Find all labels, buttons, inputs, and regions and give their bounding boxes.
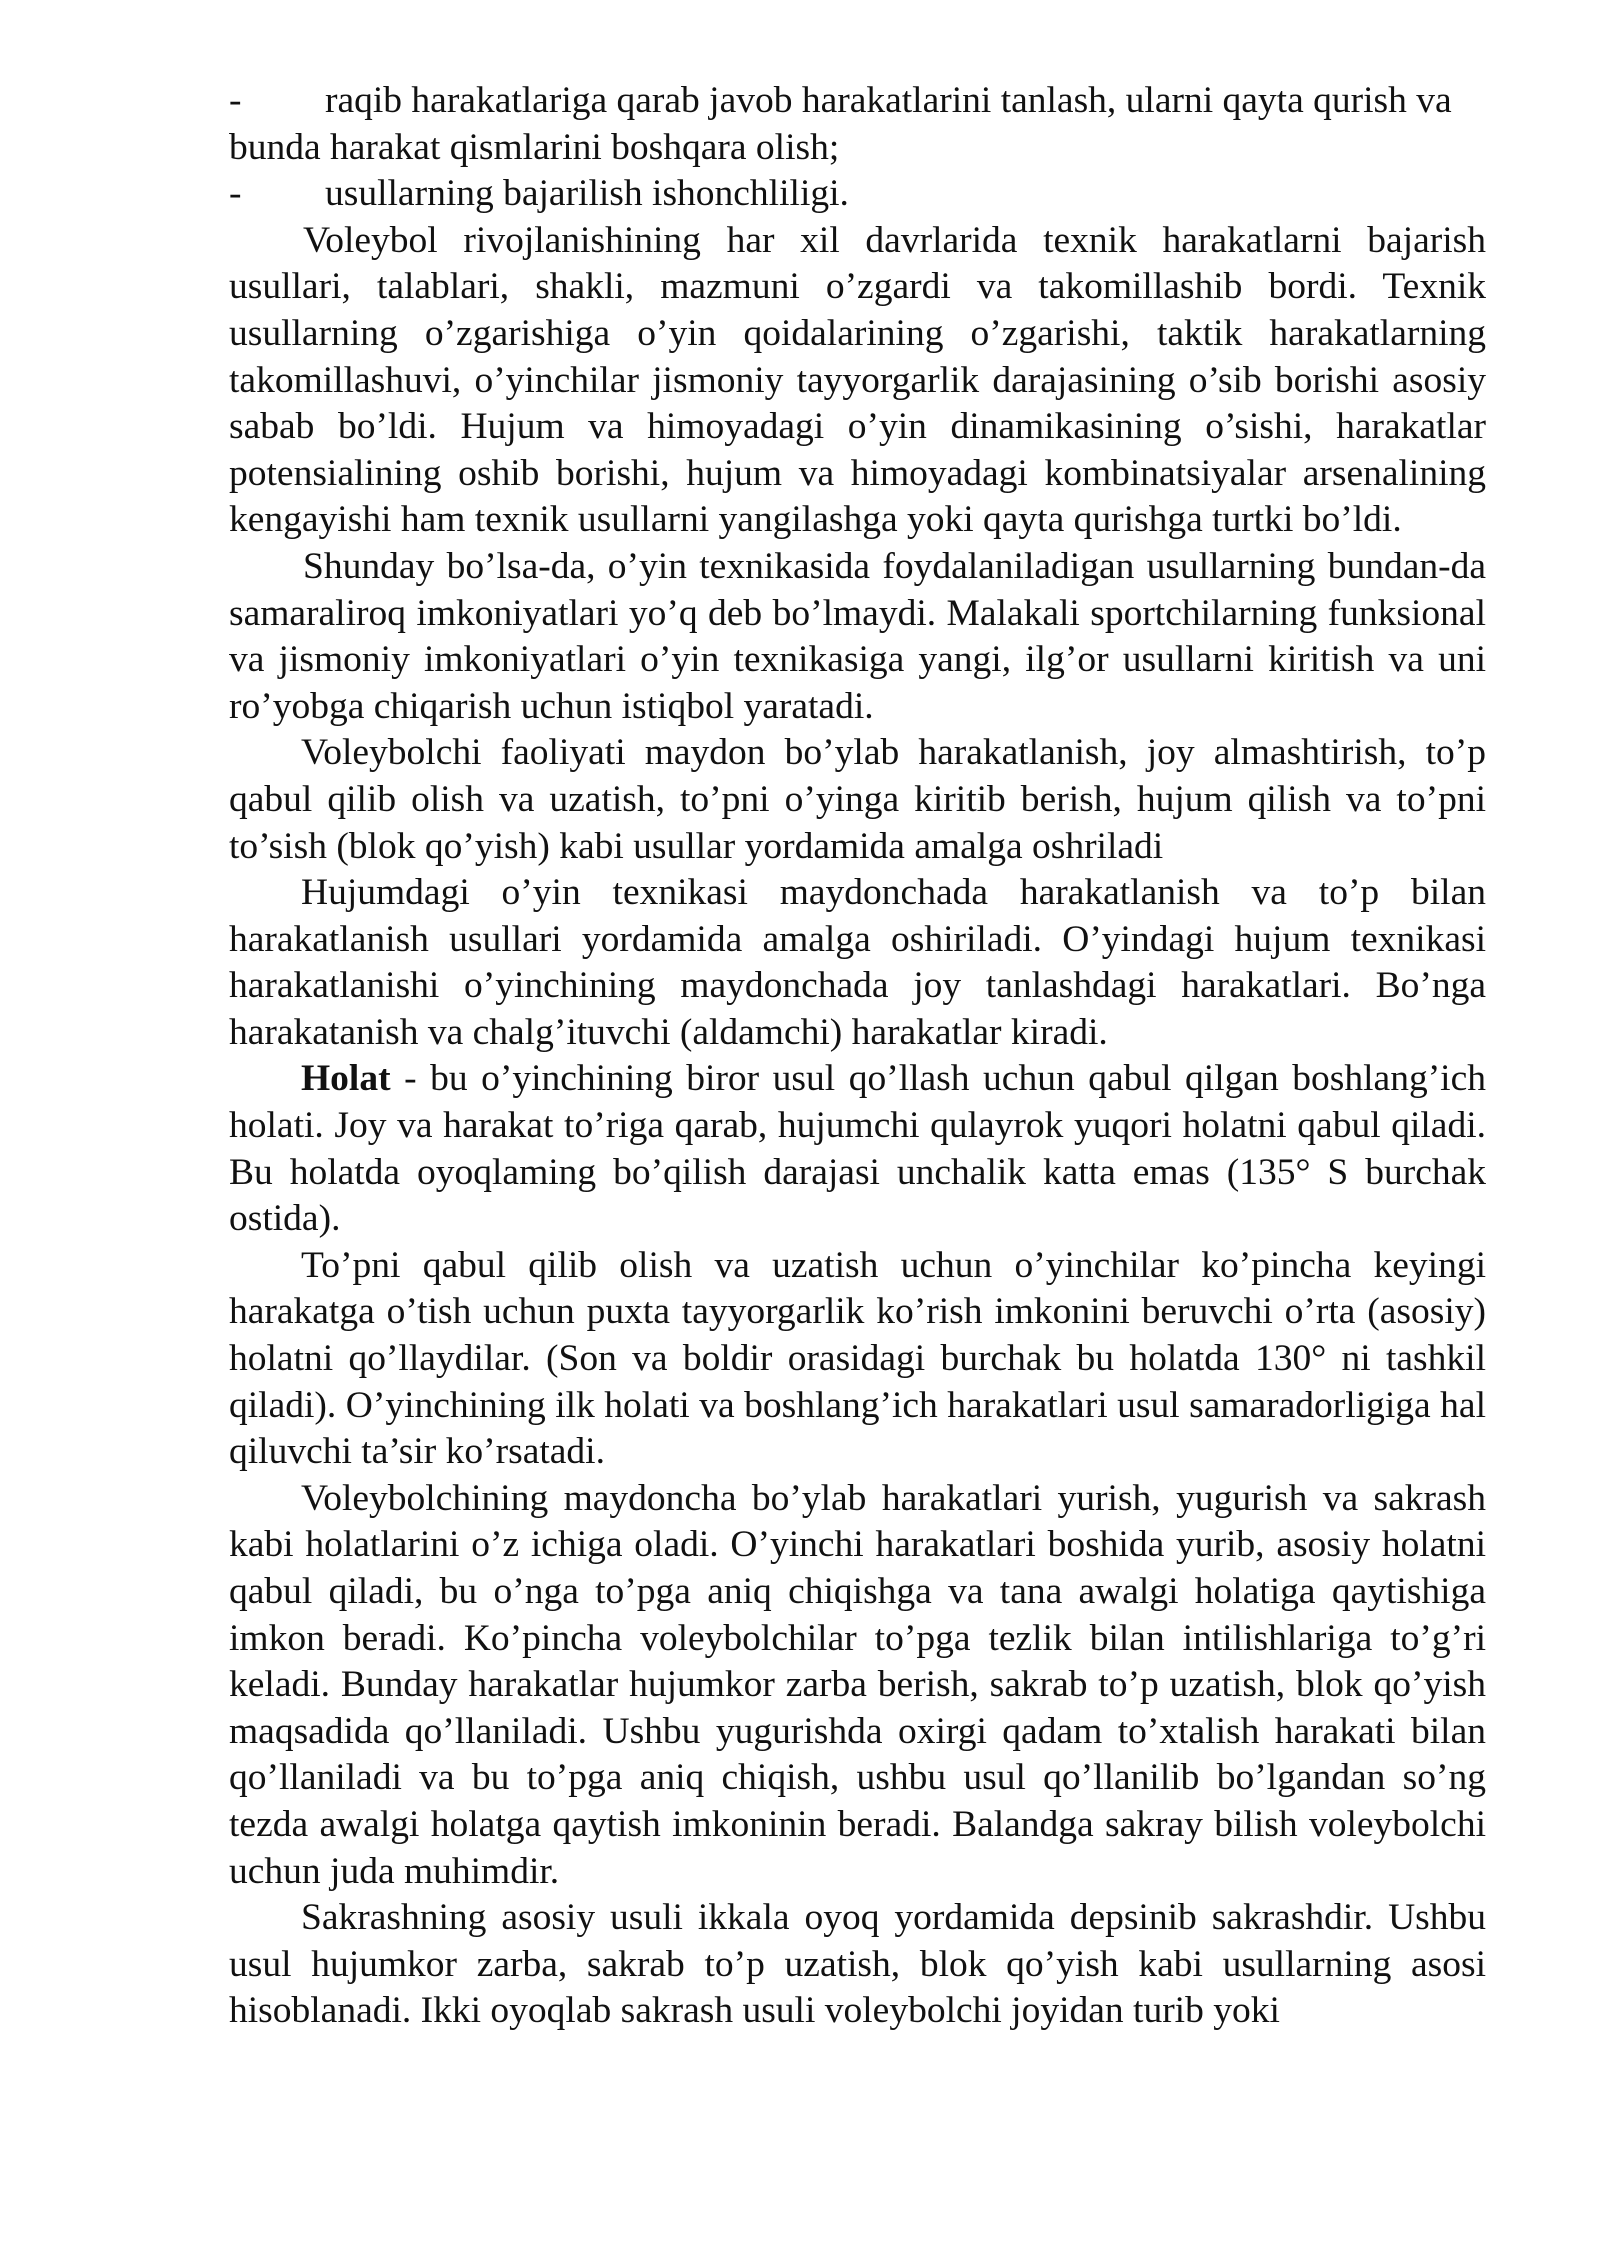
list-item-text: usullarning bajarilish ishonchliligi. xyxy=(325,173,849,215)
definition-text: - bu o’yinchining biror usul qo’llash uchun qabul qilgan boshlang’ich holati. Joy va harakat to’riga qarab, hujumchi qulayrok yuqori holatni qabul qiladi. Bu holatda oyoqlaming bo’qilish darajasi unchalik katta emas (135° S burchak ostida). xyxy=(229,1058,1486,1240)
list-marker: - xyxy=(229,173,242,215)
bullet-list xyxy=(229,78,1486,218)
list-item-continuation: bunda harakat qismlarini boshqara olish; xyxy=(229,126,840,168)
paragraph: Hujumdagi o’yin texnikasi maydonchada harakatlanish va to’p bilan harakatlanish usullari yordamida amalga oshiriladi. O’yindagi hujum texnikasi harakatlanishi o’yinchining maydonchada joy tanlashdagi harakatlari. Bo’nga harakatanish va chalg’ituvchi (aldamchi) harakatlar kiradi. xyxy=(229,872,1486,1053)
paragraph: Voleybolchining maydoncha bo’ylab harakatlari yurish, yugurish va sakrash kabi holatlarini o’z ichiga oladi. O’yinchi harakatlari boshida yurib, asosiy holatni qabul qiladi, bu o’nga to’pga aniq chiqishga va tana awalgi holatiga qaytishiga imkon beradi. Ko’pincha voleybolchilar to’pga tezlik bilan intilishlariga to’g’ri keladi. Bunday harakatlar hujumkor zarba berish, sakrab to’p uzatish, blok qo’yish maqsadida qo’llaniladi. Ushbu yugurishda oxirgi qadam to’xtalish harakati bilan qo’llaniladi va bu to’pga aniq chiqish, ushbu usul qo’llanilib bo’lgandan so’ng tezda awalgi holatga qaytish imkoninin beradi. Balandga sakray bilish voleybolchi uchun juda muhimdir. xyxy=(229,1477,1486,1892)
paragraph-definition xyxy=(229,1056,1486,1242)
list-item xyxy=(229,171,1486,218)
paragraph: To’pni qabul qilib olish va uzatish uchun o’yinchilar ko’pincha keyingi harakatga o’tish uchun puxta tayyorgarlik ko’rish imkonini beruvchi o’rta (asosiy) holatni qo’llaydilar. (Son va boldir orasidagi burchak bu holatda 130° ni tashkil qiladi). O’yinchining ilk holati va boshlang’ich harakatlari usul samaradorligiga hal qiluvchi ta’sir ko’rsatadi. xyxy=(229,1244,1486,1473)
list-item xyxy=(229,78,1486,125)
defined-term: Holat xyxy=(301,1058,391,1100)
document-page xyxy=(229,78,1486,2035)
list-marker: - xyxy=(229,80,242,121)
paragraph: Voleybol rivojlanishining har xil davrlarida texnik harakatlarni bajarish usullari, talablari, shakli, mazmuni o’zgardi va takomillashib bordi. Texnik usullarning o’zgarishiga o’yin qoidalarining o’zgarishi, taktik harakatlarning takomillashuvi, o’yinchilar jismoniy tayyorgarlik darajasining o’sib borishi asosiy sabab bo’ldi. Hujum va himoyadagi o’yin dinamikasining o’sishi, harakatlar potensialining oshib borishi, hujum va himoyadagi kombinatsiyalar arsenalining kengayishi ham texnik usullarni yangilashga yoki qayta qurishga turtki bo’ldi. xyxy=(229,219,1486,541)
paragraph: Voleybolchi faoliyati maydon bo’ylab harakatlanish, joy almashtirish, to’p qabul qilib olish va uzatish, to’pni o’yinga kiritib berish, hujum qilish va to’pni to’sish (blok qo’yish) kabi usullar yordamida amalga oshriladi xyxy=(229,732,1486,867)
paragraph: Sakrashning asosiy usuli ikkala oyoq yordamida depsinib sakrashdir. Ushbu usul hujumkor zarba, sakrab to’p uzatish, blok qo’yish kabi usullarning asosi hisoblanadi. Ikki oyoqlab sakrash usuli voleybolchi joyidan turib yoki xyxy=(229,1897,1486,2032)
paragraph: Shunday bo’lsa-da, o’yin texnikasida foydalaniladigan usullarning bundan-da samaraliroq imkoniyatlari yo’q deb bo’lmaydi. Malakali sportchilarning funksional va jismoniy imkoniyatlari o’yin texnikasiga yangi, ilg’or usullarni kiritish va uni ro’yobga chiqarish uchun istiqbol yaratadi. xyxy=(229,545,1486,727)
list-item-text: raqib harakatlariga qarab javob harakatlarini tanlash, ularni qayta qurish va xyxy=(325,80,1452,121)
